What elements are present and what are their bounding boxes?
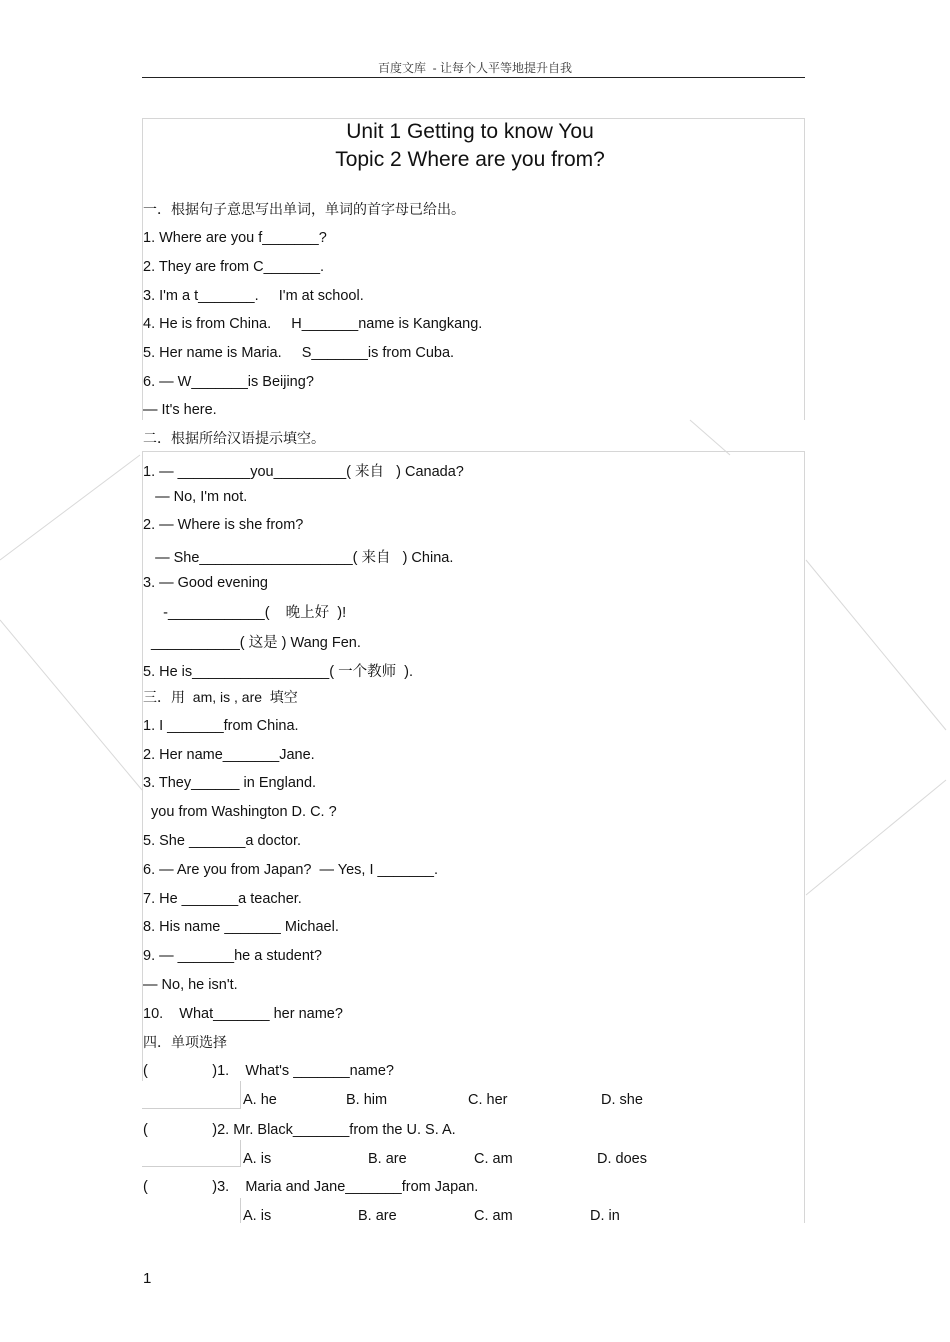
section2-item: 1. — _________you_________( 来自 ) Canada? xyxy=(143,464,464,480)
mcq-option: C. am xyxy=(474,1151,513,1167)
mcq-option: D. she xyxy=(601,1092,643,1108)
section3-item: 1. I _______from China. xyxy=(143,718,299,734)
mcq-option: A. is xyxy=(243,1208,272,1224)
section3-item: you from Washington D. C. ? xyxy=(143,804,337,820)
section3-item: 8. His name _______ Michael. xyxy=(143,919,339,935)
title-line-2: Topic 2 Where are you from? xyxy=(335,148,605,171)
section2-item: 2. — Where is she from? xyxy=(143,517,304,533)
diag-line xyxy=(0,620,142,790)
section1-item: 5. Her name is Maria. S_______is from Cuba. xyxy=(143,345,455,361)
answer-box xyxy=(142,1140,241,1167)
section1-item: 3. I'm a t_______. I'm at school. xyxy=(143,288,364,304)
diag-line xyxy=(806,560,946,730)
diag-line xyxy=(806,780,946,895)
section2-item: 3. — Good evening xyxy=(143,575,268,591)
section2-item: 5. He is_________________( 一个教师 ). xyxy=(143,664,414,680)
mcq-option: B. are xyxy=(368,1151,407,1167)
diag-line xyxy=(690,420,730,455)
section3-item: 3. They______ in England. xyxy=(143,775,317,791)
mcq-option: A. is xyxy=(243,1151,272,1167)
title-line-1: Unit 1 Getting to know You xyxy=(346,120,594,143)
section3-item: 2. Her name_______Jane. xyxy=(143,747,315,763)
mcq-option: D. in xyxy=(590,1208,620,1224)
section2-item: — No, I'm not. xyxy=(143,489,248,505)
section3-item: 5. She _______a doctor. xyxy=(143,833,302,849)
section3-item: 10. What_______ her name? xyxy=(143,1006,343,1022)
section1-item: 2. They are from C_______. xyxy=(143,259,325,275)
section3-item: 6. — Are you from Japan? — Yes, I _______. xyxy=(143,862,439,878)
mcq-stem: ( )1. What's _______name? xyxy=(143,1063,394,1079)
section4-heading: 四．单项选择 xyxy=(143,1034,227,1050)
section1-heading: 一．根据句子意思写出单词，单词的首字母已给出。 xyxy=(143,201,465,217)
section3-item: 9. — _______he a student? xyxy=(143,948,322,964)
section1-item: 6. — W_______is Beijing? xyxy=(143,374,314,390)
mcq-option: B. him xyxy=(346,1092,388,1108)
answer-box xyxy=(240,1198,241,1223)
section3-heading: 三．用 am, is , are 填空 xyxy=(143,689,298,705)
mcq-stem: ( )2. Mr. Black_______from the U. S. A. xyxy=(143,1122,456,1138)
diag-line xyxy=(0,455,140,560)
mcq-option: B. are xyxy=(358,1208,397,1224)
answer-box xyxy=(142,1081,241,1109)
section2-item: ___________( 这是 ) Wang Fen. xyxy=(143,635,361,651)
page-header: 百度文库 - 让每个人平等地提升自我 xyxy=(378,61,572,75)
section2-heading: 二．根据所给汉语提示填空。 xyxy=(143,430,325,446)
page-number: 1 xyxy=(143,1270,152,1287)
section3-item: — No, he isn't. xyxy=(143,977,238,993)
section2-item: — She___________________( 来自 ) China. xyxy=(143,550,454,566)
section1-item: 4. He is from China. H_______name is Kangkang. xyxy=(143,316,483,332)
section1-item: 1. Where are you f_______? xyxy=(143,230,327,246)
mcq-option: D. does xyxy=(597,1151,647,1167)
section1-item: — It's here. xyxy=(143,402,217,418)
mcq-option: A. he xyxy=(243,1092,277,1108)
mcq-option: C. am xyxy=(474,1208,513,1224)
mcq-stem: ( )3. Maria and Jane_______from Japan. xyxy=(143,1179,479,1195)
section2-item: -____________( 晚上好 )! xyxy=(143,605,347,621)
section3-item: 7. He _______a teacher. xyxy=(143,891,302,907)
mcq-option: C. her xyxy=(468,1092,508,1108)
